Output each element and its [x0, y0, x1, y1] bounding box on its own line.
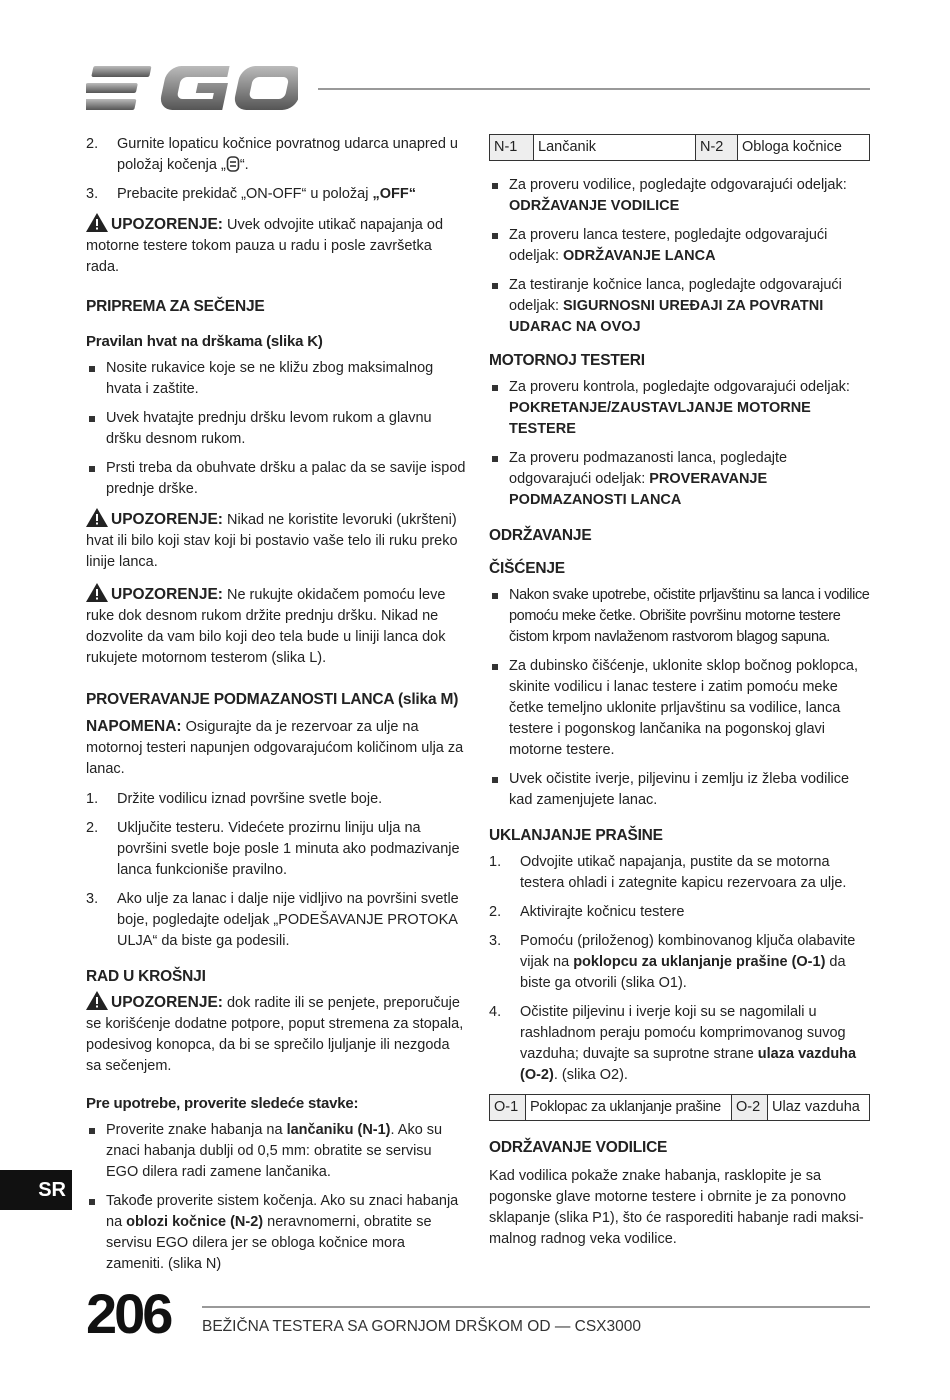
bullet-text: Uvek očistite iverje, piljevinu i zemlju iz žleba vodilice kad zamenjujete lanac. [509, 771, 850, 808]
warning-icon [86, 583, 108, 602]
note-block [86, 716, 466, 780]
table-row [490, 1095, 870, 1121]
warning-label: UPOZORENJE: [111, 586, 223, 603]
bullet-icon [492, 593, 498, 599]
section-heading: PRIPREMA ZA SEČENJE [86, 298, 265, 315]
bullet-icon [89, 1199, 95, 1205]
bullet-text: Prsti treba da obuhvate dršku a palac da se savije ispod prednje drške. [106, 460, 466, 497]
list-text-bold: poklopcu za uklanjanje prašine (O-1) [573, 954, 826, 970]
bullet-text-bold: ODRŽAVANJE VODILICE [509, 198, 680, 214]
list-number: 3. [489, 933, 502, 949]
bullet-item [489, 225, 870, 267]
section-heading: MOTORNOJ TESTERI [489, 352, 645, 369]
bullet-text: Za proveru lanca testere, pogledajte odgovarajući odeljak: [509, 227, 828, 264]
bullet-text-end: neravnomerni, obratite se servisu EGO dilera jer se obloga kočnice mora zameniti. (slika N) [106, 1214, 432, 1272]
legend-code: O-1 [490, 1095, 526, 1121]
bullet-item [86, 358, 466, 400]
section-heading: PROVERAVANJE PODMAZANOSTI LANCA (slika M) [86, 691, 459, 708]
list-text-end: da biste ga otvorili (slika O1). [520, 954, 846, 991]
header-rule [318, 88, 870, 90]
bullet-text: Za testiranje kočnice lanca, pogledajte odgovarajući odeljak: [509, 277, 842, 314]
list-text: Prebacite prekidač „ON-OFF“ u položaj [117, 186, 373, 202]
bullet-text-bold: ODRŽAVANJE LANCA [563, 248, 716, 264]
list-text-bold: ulaza vazduha (O-2) [520, 1046, 857, 1083]
brake-icon [226, 156, 240, 172]
footer-rule [202, 1306, 870, 1308]
legend-table-n [489, 134, 870, 161]
bullet-item [489, 656, 870, 761]
list-text: Gurnite lopaticu kočnice povratnog udarca unapred u položaj kočenja „ [117, 136, 458, 173]
bullet-text: Za dubinsko čišćenje, uklonite sklop bočnog poklopca, skinite vodilicu i lanac testere i zatim pomoću meke četke temeljno uklonite prljavštinu sa vodilice, lanca testere i pogonskog lančanika na pogonskoj glavi motorne testere. [509, 658, 859, 758]
bullet-item [489, 585, 870, 648]
warning-block [86, 213, 466, 278]
bullet-icon [492, 183, 498, 189]
list-number: 1. [86, 791, 99, 807]
warning-block [86, 508, 466, 573]
bullet-text-bold: lančaniku (N-1) [286, 1122, 391, 1138]
legend-label: Ulaz vazduha [768, 1095, 870, 1121]
bullet-icon [492, 385, 498, 391]
warning-block [86, 583, 466, 669]
bullet-text: Za proveru podmazanosti lanca, pogledajte odgovarajući odeljak: [509, 450, 788, 487]
list-item [86, 184, 466, 205]
bullet-item [489, 377, 870, 440]
list-text: Očistite piljevinu i iverje koji su se nagomilali u rashladnom peraju pomoću komprimovanog suvog vazduha; duvajte sa suprotne strane [520, 1004, 846, 1062]
bullet-text-bold: PROVERAVANJE PODMAZANOSTI LANCA [509, 471, 768, 508]
bullet-text-end: . Ako su znaci habanja dublji od 0,5 mm: obratite se servisu EGO dilera radi zamene lančanika. [106, 1122, 443, 1180]
list-number: 2. [86, 136, 99, 152]
bullet-icon [89, 466, 95, 472]
list-item [86, 818, 466, 881]
list-item [489, 852, 870, 894]
section-heading: UKLANJANJE PRAŠINE [489, 827, 663, 844]
warning-text: dok radite ili se penjete, preporučuje se korišćenje dodatne potpore, poput stremena za stopala, podesivog konopca, da bi se sprečilo ljuljanje ili nezgoda sa sečenjem. [86, 995, 464, 1074]
list-text: Uključite testeru. Videćete prozirnu liniju ulja na površini svetle boje posle 1 minuta ako podmazivanje lanca funkcioniše pravilno. [117, 820, 460, 878]
warning-label: UPOZORENJE: [111, 511, 223, 528]
warning-icon [86, 213, 108, 232]
page-number: 206 [86, 1282, 171, 1345]
bullet-item [86, 1191, 466, 1275]
bullet-text: Nakon svake upotrebe, očistite prljavštinu sa lanca i vodilice pomoću meke četke. Obrišite površinu motorne testere čistom krpom navlaženom rastvorom blagog sapuna. [509, 587, 870, 645]
paragraph: Kad vodilica pokaže znake habanja, rasklopite je sa pogonske glave motorne testere i obrnite je za ponovno sklapanje (slika P1), što će rasporediti habanje radi maksi-malnog radnog veka vodilice. [489, 1168, 864, 1247]
list-text: Držite vodilicu iznad površine svetle boje. [117, 791, 383, 807]
list-text: Aktivirajte kočnicu testere [520, 904, 685, 920]
legend-label: Poklopac za uklanjanje prašine [526, 1095, 732, 1121]
section-heading: ČIŠĆENJE [489, 560, 565, 577]
left-column [86, 134, 466, 1283]
bullet-text-bold: SIGURNOSNI UREĐAJI ZA POVRATNI UDARAC NA OVOJ [509, 298, 824, 335]
bullet-text-bold: POKRETANJE/ZAUSTAVLJANJE MOTORNE TESTERE [509, 400, 811, 437]
list-item [489, 931, 870, 994]
bullet-text: Takođe proverite sistem kočenja. Ako su znaci habanja na [106, 1193, 459, 1230]
bullet-icon [89, 1128, 95, 1134]
table-row [490, 135, 870, 161]
warning-label: UPOZORENJE: [111, 216, 223, 233]
legend-code: N-1 [490, 135, 534, 161]
subsection-heading: Pre upotrebe, proverite sledeće stavke: [86, 1095, 359, 1112]
legend-label: Obloga kočnice [738, 135, 870, 161]
section-heading: ODRŽAVANJE [489, 527, 592, 544]
warning-text: Uvek odvojite utikač napajanja od motorne testere tokom pauza u radu i posle završetka rada. [86, 217, 444, 275]
list-item [86, 789, 466, 810]
footer-title: BEŽIČNA TESTERA SA GORNJOM DRŠKOM OD — CSX3000 [202, 1318, 641, 1335]
section-heading: ODRŽAVANJE VODILICE [489, 1139, 668, 1156]
warning-icon [86, 508, 108, 527]
bullet-item [489, 275, 870, 338]
list-number: 3. [86, 891, 99, 907]
legend-table-o [489, 1094, 870, 1121]
right-column [489, 134, 870, 1259]
bullet-icon [89, 416, 95, 422]
warning-icon [86, 991, 108, 1010]
warning-text: Ne rukujte okidačem pomoću leve ruke dok desnom rukom držite prednju dršku. Nikad ne dozvolite da vam bilo koji deo tela bude u liniji lanca dok rukujete motornom testerom (slika L). [86, 587, 446, 666]
list-text: Odvojite utikač napajanja, pustite da se motorna testera ohladi i zategnite kapicu rezervoara za ulje. [520, 854, 847, 891]
bullet-icon [492, 777, 498, 783]
language-tab: SR [0, 1170, 72, 1210]
section-heading: RAD U KROŠNJI [86, 968, 206, 985]
bullet-icon [492, 283, 498, 289]
legend-code: O-2 [732, 1095, 768, 1121]
list-item [489, 1002, 870, 1086]
bullet-item [86, 408, 466, 450]
legend-label: Lančanik [534, 135, 696, 161]
list-text-end: . (slika O2). [553, 1067, 628, 1083]
list-item [86, 889, 466, 952]
bullet-item [489, 175, 870, 217]
bullet-icon [89, 366, 95, 372]
warning-block [86, 991, 466, 1077]
bullet-icon [492, 233, 498, 239]
list-text: Pomoću (priloženog) kombinovanog ključa olabavite vijak na [520, 933, 856, 970]
list-number: 2. [86, 820, 99, 836]
bullet-text: Uvek hvatajte prednju dršku levom rukom a glavnu dršku desnom rukom. [106, 410, 432, 447]
bullet-item [489, 448, 870, 511]
bullet-item [489, 769, 870, 811]
note-text: Osigurajte da je rezervoar za ulje na motornoj testeri napunjen odgovarajućom količinom ulja za lanac. [86, 719, 464, 777]
list-text-bold: „OFF“ [372, 186, 416, 202]
note-label: NAPOMENA: [86, 718, 182, 735]
list-number: 2. [489, 904, 502, 920]
warning-text: Nikad ne koristite levoruki (ukršteni) hvat ili bilo koji stav koji bi postavio vaše telo ili ruku preko linije lanca. [86, 512, 458, 570]
bullet-icon [492, 456, 498, 462]
bullet-text: Nosite rukavice koje se ne kližu zbog maksimalnog hvata i zaštite. [106, 360, 434, 397]
list-number: 1. [489, 854, 502, 870]
warning-label: UPOZORENJE: [111, 994, 223, 1011]
legend-code: N-2 [696, 135, 738, 161]
ego-logo [86, 64, 298, 112]
list-item [489, 902, 870, 923]
list-text: Ako ulje za lanac i dalje nije vidljivo na površini svetle boje, pogledajte odeljak „PODEŠAVANJE PROTOKA ULJA“ da biste ga podesili. [117, 891, 459, 949]
bullet-icon [492, 664, 498, 670]
bullet-item [86, 458, 466, 500]
list-item [86, 134, 466, 176]
list-number: 3. [86, 186, 99, 202]
bullet-text: Za proveru kontrola, pogledajte odgovarajući odeljak: [509, 379, 850, 395]
list-text-end: “. [239, 157, 249, 173]
bullet-item [86, 1120, 466, 1183]
bullet-text-bold: oblozi kočnice (N-2) [126, 1214, 264, 1230]
bullet-text: Za proveru vodilice, pogledajte odgovarajući odeljak: [509, 177, 847, 193]
bullet-text: Proverite znake habanja na [106, 1122, 287, 1138]
list-number: 4. [489, 1004, 502, 1020]
subsection-heading: Pravilan hvat na drškama (slika K) [86, 333, 323, 350]
